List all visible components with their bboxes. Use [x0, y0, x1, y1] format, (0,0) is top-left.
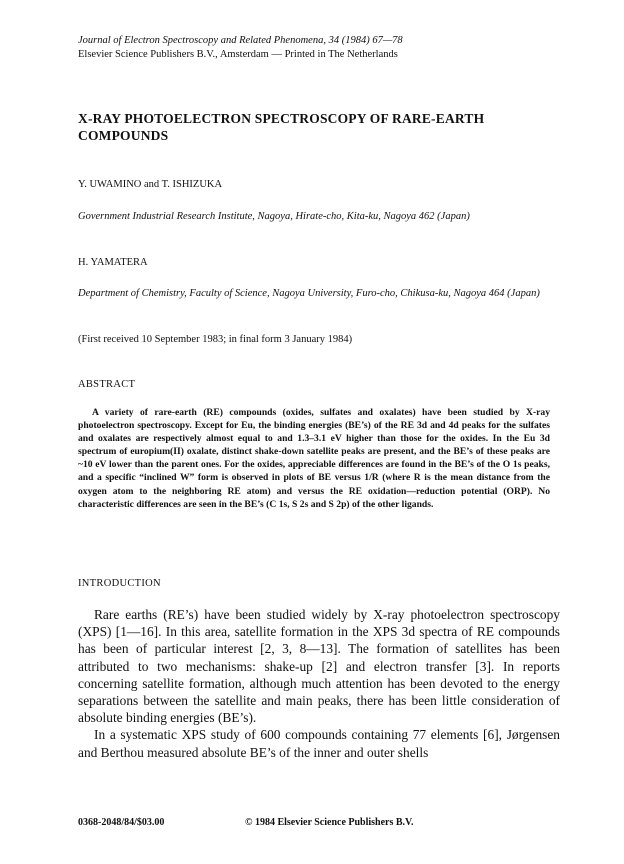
- affiliation-1: Government Industrial Research Institute, Nagoya, Hirate-cho, Kita-ku, Nagoya 462 (Japan): [78, 211, 470, 222]
- introduction-body: [78, 606, 560, 761]
- paper-title: X-RAY PHOTOELECTRON SPECTROSCOPY OF RARE-EARTH COMPOUNDS: [78, 111, 485, 143]
- authors-group-2: H. YAMATERA: [78, 257, 148, 268]
- received-dates: (First received 10 September 1983; in final form 3 January 1984): [78, 334, 353, 345]
- copyright-notice: © 1984 Elsevier Science Publishers B.V.: [245, 817, 414, 828]
- journal-citation: Journal of Electron Spectroscopy and Related Phenomena, 34 (1984) 67—78: [78, 35, 403, 46]
- introduction-paragraph: In a systematic XPS study of 600 compounds containing 77 elements [6], Jørgensen and Berthou measured absolute BE’s of the inner and outer shells: [78, 727, 560, 760]
- introduction-heading: INTRODUCTION: [78, 578, 161, 589]
- introduction-paragraph: Rare earths (RE’s) have been studied widely by X-ray photoelectron spectroscopy (XPS) [1—16]. In this area, satellite formation in the XPS 3d spectra of RE compounds has been of particular interest [2, 3, 8—13]. The formation of satellites has been attributed to two mechanisms: shake-up [2] and electron transfer [3]. In reports concerning satellite formation, although much attention has been devoted to the energy separations between the satellite and main peaks, there has been little consideration of absolute binding energies (BE’s).: [78, 607, 560, 726]
- publisher-line: Elsevier Science Publishers B.V., Amsterdam — Printed in The Netherlands: [78, 49, 398, 60]
- article-identifier: 0368-2048/84/$03.00: [78, 817, 165, 828]
- abstract-heading: ABSTRACT: [78, 379, 136, 390]
- authors-group-1: Y. UWAMINO and T. ISHIZUKA: [78, 179, 223, 190]
- affiliation-2: Department of Chemistry, Faculty of Science, Nagoya University, Furo-cho, Chikusa-ku, Nagoya 464 (Japan): [78, 288, 540, 299]
- abstract-text: A variety of rare-earth (RE) compounds (oxides, sulfates and oxalates) have been studied by X-ray photoelectron spectroscopy. Except for Eu, the binding energies (BE’s) of the RE 3d and 4d peaks for the sulfates and oxalates are respectively almost equal to and 1.3–3.1 eV higher than those for the oxides. In the Eu 3d spectrum of europium(II) oxalate, distinct shake-down satellite peaks are present, and the BE’s of these peaks are ~10 eV lower than the parent ones. For the oxides, appreciable differences are found in the BE’s of the O 1s peaks, and a specific “inclined W” form is observed in plots of BE versus 1/R (where R is the mean distance from the oxygen atom to the neighboring RE atom) and versus the RE oxidation—reduction potential (ORP). No characteristic differences are seen in the BE’s (C 1s, S 2s and S 2p) of the other ligands.: [78, 407, 550, 510]
